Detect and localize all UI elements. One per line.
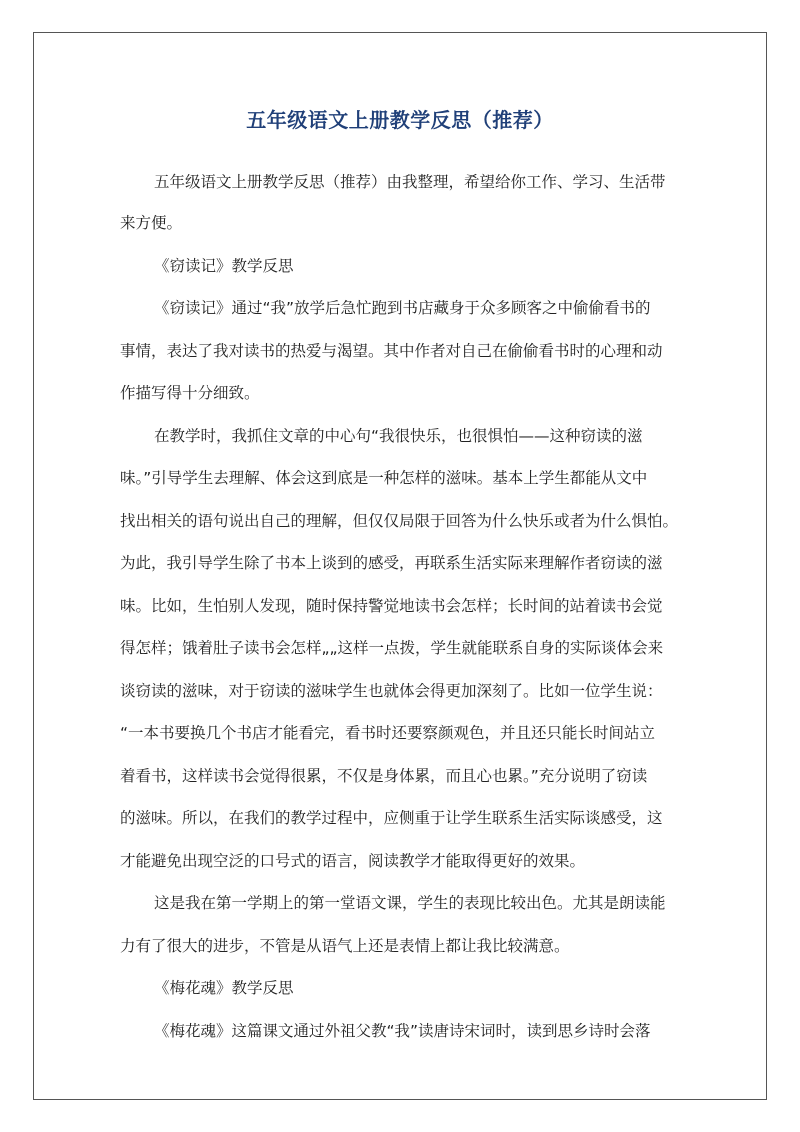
paragraph-line: 《窃读记》通过“我”放学后急忙跑到书店藏身于众多顾客之中偷偷看书的 [154, 299, 651, 317]
paragraph-line: 才能避免出现空泛的口号式的语言，阅读教学才能取得更好的效果。 [120, 852, 586, 870]
paragraph-line: 五年级语文上册教学反思（推荐）由我整理，希望给你工作、学习、生活带 [154, 173, 666, 191]
paragraph-line: 找出相关的语句说出自己的理解，但仅仅局限于回答为什么快乐或者为什么惧怕。 [120, 512, 679, 530]
paragraph-line: 为此，我引导学生除了书本上谈到的感受，再联系生活实际来理解作者窃读的滋 [120, 554, 663, 572]
paragraph-line: 《梅花魂》这篇课文通过外祖父教“我”读唐诗宋词时，读到思乡诗时会落 [154, 1022, 651, 1040]
paragraph-line: 味。”引导学生去理解、体会这到底是一种怎样的滋味。基本上学生都能从文中 [120, 469, 648, 487]
section-heading: 《窃读记》教学反思 [154, 257, 294, 275]
paragraph-line: 谈窃读的滋味，对于窃读的滋味学生也就体会得更加深刻了。比如一位学生说： [120, 682, 663, 700]
paragraph-line: 的滋味。所以，在我们的教学过程中，应侧重于让学生联系生活实际谈感受，这 [120, 809, 663, 827]
paragraph-line: 来方便。 [120, 214, 183, 232]
paragraph-line: 作描写得十分细致。 [120, 384, 260, 402]
paragraph-line: 得怎样；饿着肚子读书会怎样„„这样一点拨，学生就能联系自身的实际谈体会来 [120, 639, 664, 657]
paragraph-line: 着看书，这样读书会觉得很累，不仅是身体累，而且心也累。”充分说明了窃读 [120, 767, 648, 785]
paragraph-line: 力有了很大的进步，不管是从语气上还是表情上都让我比较满意。 [120, 937, 570, 955]
section-heading: 《梅花魂》教学反思 [154, 979, 294, 997]
paragraph-line: 味。比如，生怕别人发现，随时保持警觉地读书会怎样；长时间的站着读书会觉 [120, 597, 663, 615]
paragraph-line: 在教学时，我抓住文章的中心句“我很快乐，也很惧怕——这种窃读的滋 [154, 427, 643, 445]
paragraph-line: 这是我在第一学期上的第一堂语文课，学生的表现比较出色。尤其是朗读能 [154, 894, 666, 912]
document-title: 五年级语文上册教学反思（推荐） [246, 108, 554, 132]
paragraph-line: 事情，表达了我对读书的热爱与渴望。其中作者对自己在偷偷看书时的心理和动 [120, 342, 663, 360]
paragraph-line: “一本书要换几个书店才能看完，看书时还要察颜观色，并且还只能长时间站立 [120, 724, 656, 742]
